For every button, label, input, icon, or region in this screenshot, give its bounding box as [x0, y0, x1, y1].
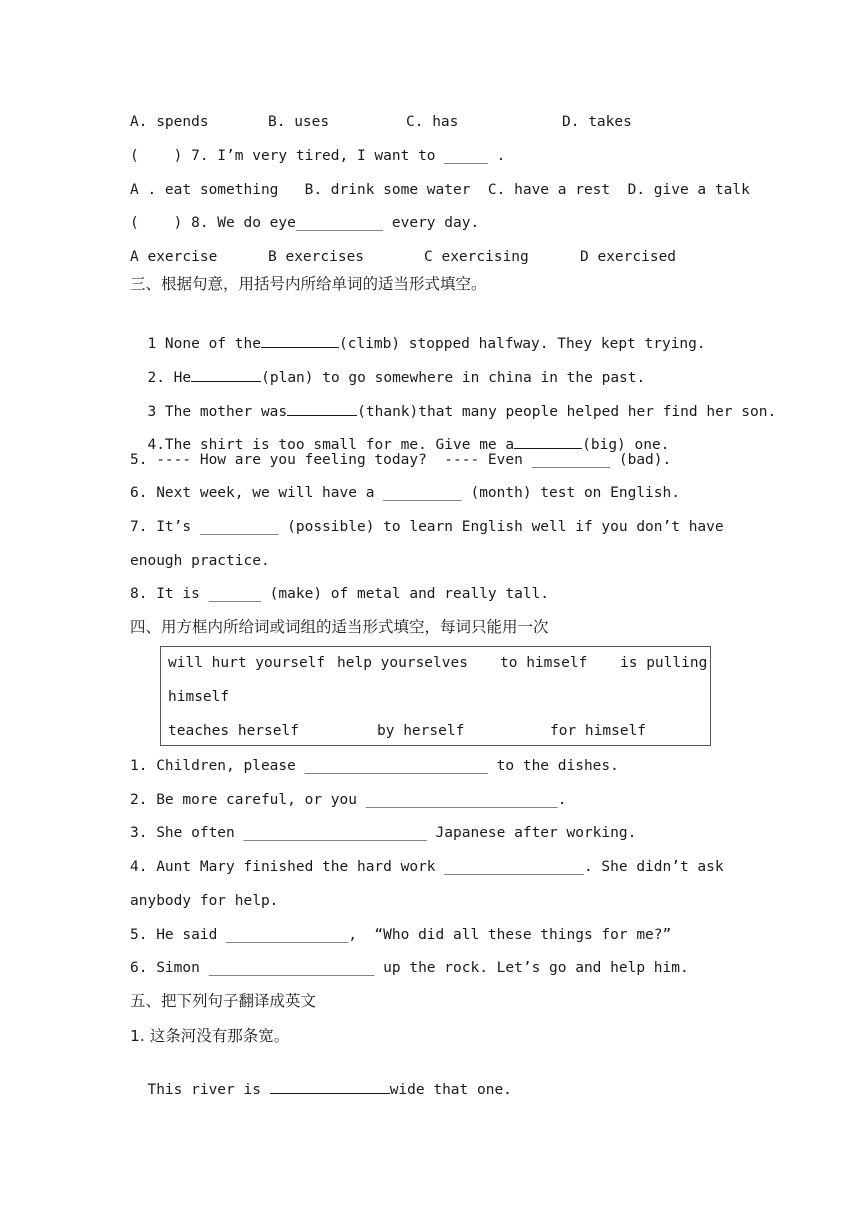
section3-item-1	[130, 315, 706, 353]
item-text: 1 None of the	[147, 336, 261, 352]
item-text: 4.The shirt is too small for me. Give me a	[147, 437, 515, 453]
section3-item-4	[130, 416, 669, 454]
q7-stem: ( ) 7. I’m very tired, I want to _____ .	[130, 148, 506, 164]
answer-blank	[514, 434, 582, 449]
section3-heading: 三、根据句意，用括号内所给单词的适当形式填空。	[130, 275, 487, 293]
item-text: (thank)that many people helped her find her son.	[357, 404, 777, 420]
box-word: himself	[168, 689, 230, 705]
section3-item-8: 8. It is ______ (make) of metal and really tall.	[130, 586, 550, 602]
item-text: wide that one.	[389, 1082, 512, 1098]
section4-item-1: 1. Children, please _____________________ to the dishes.	[130, 758, 619, 774]
section4-item-6: 6. Simon ___________________ up the rock. Let’s go and help him.	[130, 960, 689, 976]
answer-blank	[191, 367, 261, 382]
box-word: help yourselves	[337, 655, 468, 671]
section3-item-6: 6. Next week, we will have a _________ (month) test on English.	[130, 485, 680, 501]
q8-option-b: B exercises	[268, 249, 365, 265]
item-text: (plan) to go somewhere in china in the past.	[261, 370, 646, 386]
section4-item-2: 2. Be more careful, or you ______________________.	[130, 792, 567, 808]
item-text: 2. He	[147, 370, 192, 386]
q8-option-a: A exercise	[130, 249, 218, 265]
q8-option-c: C exercising	[424, 249, 529, 265]
q8-stem: ( ) 8. We do eye__________ every day.	[130, 215, 480, 231]
item-text: (big) one.	[582, 437, 670, 453]
section5-heading: 五、把下列句子翻译成英文	[130, 992, 317, 1010]
answer-blank	[270, 1079, 390, 1094]
section5-item-1-chinese: 1. 这条河没有那条宽。	[130, 1027, 290, 1045]
section4-item-5: 5. He said ______________, “Who did all these things for me?”	[130, 927, 672, 943]
box-word: to himself	[500, 655, 588, 671]
item-text: (climb) stopped halfway. They kept trying.	[338, 336, 706, 352]
box-word: teaches herself	[168, 723, 299, 739]
q6-option-a: A. spends	[130, 114, 209, 130]
section4-item-4-cont: anybody for help.	[130, 893, 279, 909]
box-word: is pulling	[620, 655, 708, 671]
answer-blank	[287, 401, 357, 416]
q6-option-c: C. has	[406, 114, 459, 130]
q7-options: A . eat something B. drink some water C. have a rest D. give a talk	[130, 182, 750, 198]
section3-item-2	[130, 349, 645, 387]
section4-item-3: 3. She often _____________________ Japanese after working.	[130, 825, 637, 841]
box-word: will hurt yourself	[168, 655, 326, 671]
box-word: by herself	[377, 723, 465, 739]
item-text: This river is	[147, 1082, 270, 1098]
section5-item-1-english	[130, 1061, 512, 1099]
section3-item-7-cont: enough practice.	[130, 553, 270, 569]
section4-item-4: 4. Aunt Mary finished the hard work ________________. She didn’t ask	[130, 859, 724, 875]
section3-item-7: 7. It’s _________ (possible) to learn English well if you don’t have	[130, 519, 724, 535]
box-word: for himself	[550, 723, 647, 739]
item-text: 3 The mother was	[147, 404, 288, 420]
answer-blank	[261, 333, 339, 348]
q6-option-b: B. uses	[268, 114, 330, 130]
section4-heading: 四、用方框内所给词或词组的适当形式填空，每词只能用一次	[130, 618, 549, 636]
q6-option-d: D. takes	[562, 114, 632, 130]
q8-option-d: D exercised	[580, 249, 677, 265]
section3-item-5: 5. ---- How are you feeling today? ---- Even _________ (bad).	[130, 452, 672, 468]
